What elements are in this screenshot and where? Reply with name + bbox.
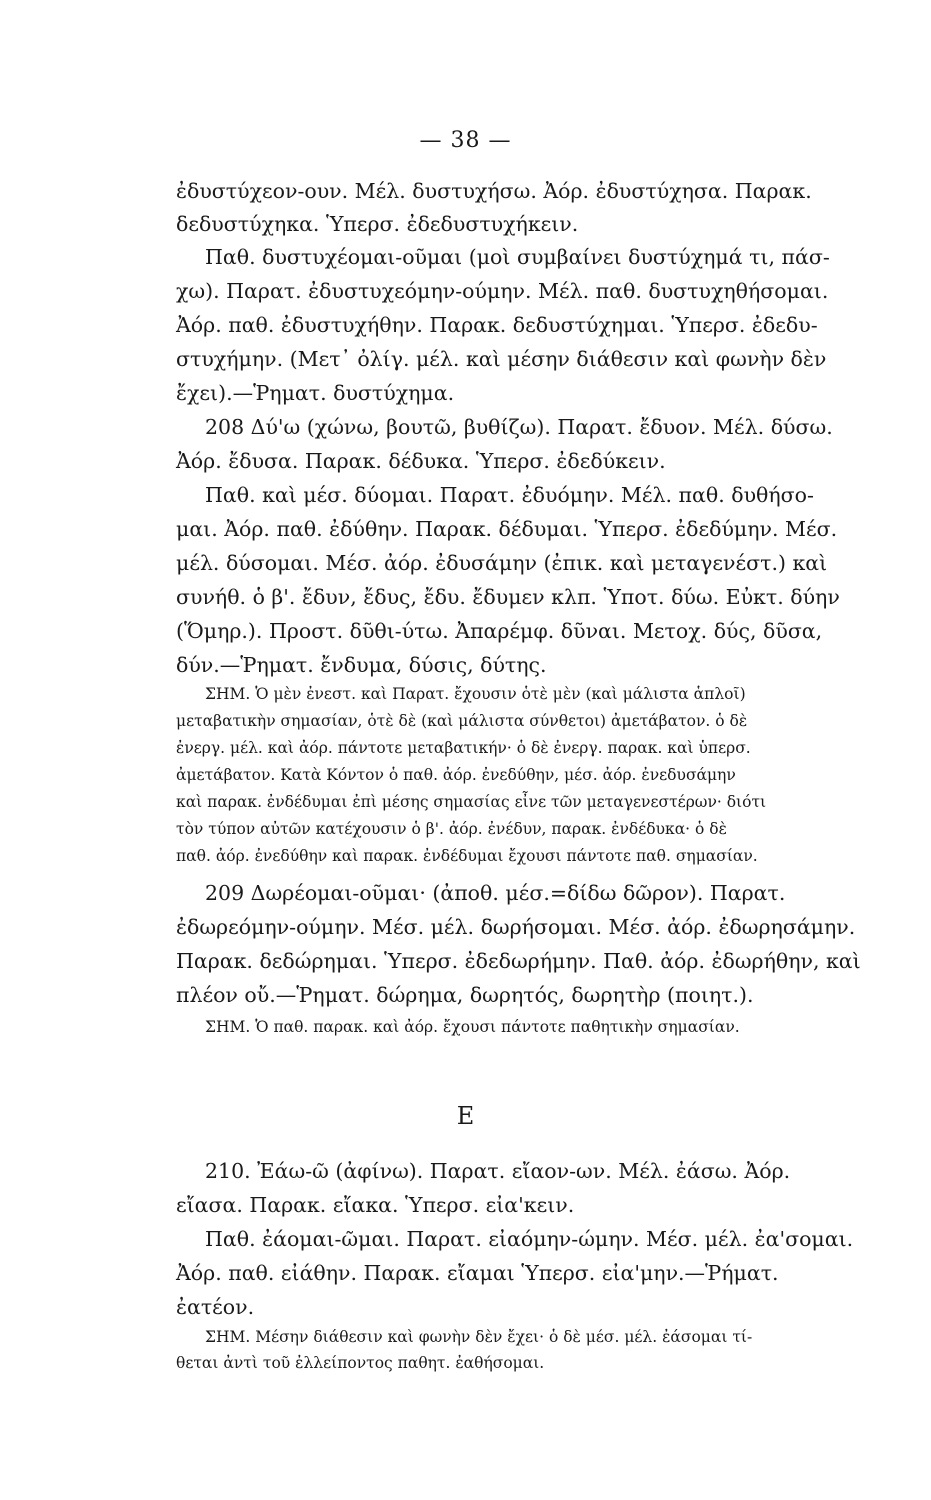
text-line: Παρακ. δεδώρημαι. Ὑπερσ. ἐδεδωρήμην. Παθ. ἀόρ. ἐδωρήθην, καὶ [176,949,861,973]
text-line: ἐδωρεόμην-ούμην. Μέσ. μέλ. δωρήσομαι. Μέσ. ἀόρ. ἐδωρησάμην. [176,915,856,939]
text-line: δεδυστύχηκα. Ὑπερσ. ἐδεδυστυχήκειν. [176,212,579,236]
page-number: — 38 — [419,128,512,153]
entry-210-line: 210. Ἐάω-ῶ (ἀφίνω). Παρατ. εἴαον-ων. Μέλ. ἐάσω. Ἀόρ. [205,1159,791,1183]
text-line: πλέον οὔ.—Ῥηματ. δώρημα, δωρητός, δωρητὴρ (ποιητ.). [176,983,754,1007]
note-line: τὸν τύπον αὐτῶν κατέχουσιν ὁ β'. ἀόρ. ἐνέδυν, παρακ. ἐνδέδυκα· ὁ δὲ [176,820,727,838]
text-line: μέλ. δύσομαι. Μέσ. ἀόρ. ἐδυσάμην (ἐπικ. καὶ μεταγενέστ.) καὶ [176,551,828,575]
note-line: καὶ παρακ. ἐνδέδυμαι ἐπὶ μέσης σημασίας εἶνε τῶν μεταγενεστέρων· διότι [176,793,767,811]
note-line: ΣΗΜ. Ὁ μὲν ἐνεστ. καὶ Παρατ. ἔχουσιν ὁτὲ μὲν (καὶ μάλιστα ἁπλοῖ) [205,685,746,703]
section-heading: Ε [456,1102,475,1130]
note-line: ἐνεργ. μέλ. καὶ ἀόρ. πάντοτε μεταβατικήν· ὁ δὲ ἐνεργ. παρακ. καὶ ὑπερσ. [176,739,751,757]
entry-209-line: 209 Δωρέομαι-οῦμαι· (ἀποθ. μέσ.=δίδω δῶρον). Παρατ. [205,881,786,905]
entry-208-line: 208 Δύ'ω (χώνω, βουτῶ, βυθίζω). Παρατ. ἔδυον. Μέλ. δύσω. [205,415,833,439]
text-line: ἐατέον. [176,1295,255,1319]
note-line: μεταβατικὴν σημασίαν, ὁτὲ δὲ (καὶ μάλιστα σύνθετοι) ἀμετάβατον. ὁ δὲ [176,712,748,730]
note-line: παθ. ἀόρ. ἐνεδύθην καὶ παρακ. ἐνδέδυμαι ἔχουσι πάντοτε παθ. σημασίαν. [176,847,758,865]
note-line: ἀμετάβατον. Κατὰ Κόντον ὁ παθ. ἀόρ. ἐνεδύθην, μέσ. ἀόρ. ἐνεδυσάμην [176,766,736,784]
text-line: εἴασα. Παρακ. εἴακα. Ὑπερσ. εἰα'κειν. [176,1193,575,1217]
text-line: ἐδυστύχεον-ουν. Μέλ. δυστυχήσω. Ἀόρ. ἐδυστύχησα. Παρακ. [176,179,812,203]
note-line: θεται ἀντὶ τοῦ ἐλλείποντος παθητ. ἐαθήσομαι. [176,1354,545,1372]
note-line: ΣΗΜ. Ὁ παθ. παρακ. καὶ ἀόρ. ἔχουσι πάντοτε παθητικὴν σημασίαν. [205,1018,740,1036]
text-line: Ἀόρ. παθ. ἐδυστυχήθην. Παρακ. δεδυστύχημαι. Ὑπερσ. ἐδεδυ- [176,313,818,337]
text-line: Παθ. καὶ μέσ. δύομαι. Παρατ. ἐδυόμην. Μέλ. παθ. δυθήσο- [205,483,814,507]
text-line: μαι. Ἀόρ. παθ. ἐδύθην. Παρακ. δέδυμαι. Ὑπερσ. ἐδεδύμην. Μέσ. [176,517,838,541]
text-line: Ἀόρ. παθ. εἰάθην. Παρακ. εἴαμαι Ὑπερσ. εἰα'μην.—Ῥήματ. [176,1261,779,1285]
text-line: ἔχει).—Ῥηματ. δυστύχημα. [176,381,455,405]
text-line: δύν.—Ῥηματ. ἔνδυμα, δύσις, δύτης. [176,653,547,677]
text-line: (Ὅμηρ.). Προστ. δῦθι-ύτω. Ἀπαρέμφ. δῦναι. Μετοχ. δύς, δῦσα, [176,619,823,643]
note-line: ΣΗΜ. Μέσην διάθεσιν καὶ φωνὴν δὲν ἔχει· ὁ δὲ μέσ. μέλ. ἐάσομαι τί- [205,1328,753,1346]
text-line: Παθ. δυστυχέομαι-οῦμαι (μοὶ συμβαίνει δυστύχημά τι, πάσ- [205,245,830,269]
text-line: Παθ. ἐάομαι-ῶμαι. Παρατ. εἰαόμην-ώμην. Μέσ. μέλ. ἐα'σομαι. [205,1227,854,1251]
text-line: στυχήμην. (Μετ᾿ ὀλίγ. μέλ. καὶ μέσην διάθεσιν καὶ φωνὴν δὲν [176,347,827,371]
text-line: χω). Παρατ. ἐδυστυχεόμην-ούμην. Μέλ. παθ. δυστυχηθήσομαι. [176,279,829,303]
text-line: συνήθ. ὁ β'. ἔδυν, ἔδυς, ἔδυ. ἔδυμεν κλπ. Ὑποτ. δύω. Εὐκτ. δύην [176,585,840,609]
text-line: Ἀόρ. ἔδυσα. Παρακ. δέδυκα. Ὑπερσ. ἐδεδύκειν. [176,449,666,473]
